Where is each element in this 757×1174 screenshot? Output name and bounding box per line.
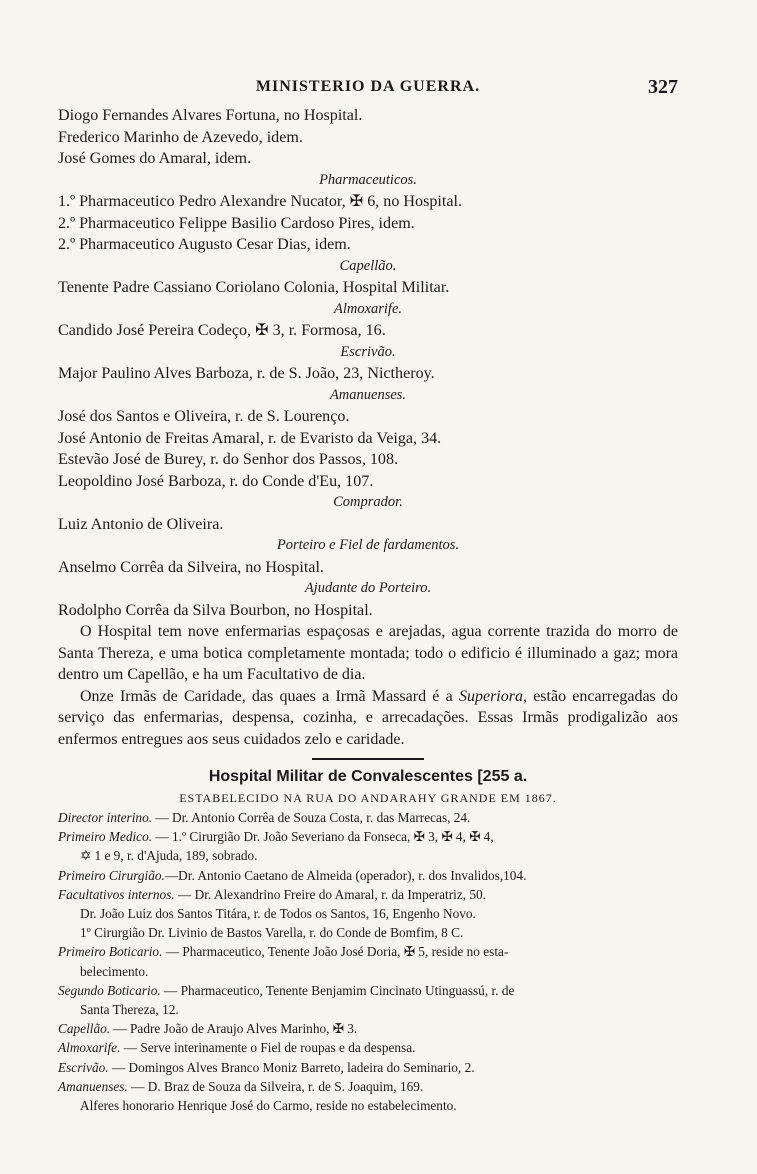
staff-entry <box>58 981 678 1000</box>
text-line: José dos Santos e Oliveira, r. de S. Lourenço. <box>58 408 350 425</box>
staff-entry <box>58 1000 678 1019</box>
section-heading-amanuenses: Amanuenses. <box>329 386 407 403</box>
paragraph-part: , estão encarregadas do serviço das enfermarias, despensa, cozinha, e arrecadações. Essas Irmãs prodigalizão aos enfermos entregues aos seus cuidados zelo e caridade. <box>58 687 679 748</box>
paragraph-irmas <box>58 686 678 751</box>
paragraph-emphasis: Superiora <box>458 687 523 705</box>
section-heading-pharmaceuticos: Pharmaceuticos. <box>319 171 417 188</box>
staff-entry-text: —Dr. Antonio Caetano de Almeida (operador), r. dos Invalidos,104. <box>164 867 527 883</box>
staff-role-label: Primeiro Cirurgião. <box>58 867 165 883</box>
text-line: Tenente Padre Cassiano Coriolano Colonia, Hospital Militar. <box>58 279 450 296</box>
text-line: José Antonio de Freitas Amaral, r. de Evaristo da Veiga, 34. <box>58 429 442 447</box>
staff-entry-text: — Pharmaceutico, Tenente João José Doria, ✠ 5, reside no esta- <box>162 944 509 960</box>
staff-entry <box>58 808 678 827</box>
staff-role-label: Director interino. <box>58 810 153 825</box>
text-line: Frederico Marinho de Azevedo, idem. <box>58 128 303 146</box>
section-heading-capellao: Capellão. <box>339 257 397 274</box>
text-line: Candido José Pereira Codeço, ✠ 3, r. Formosa, 16. <box>58 322 386 339</box>
staff-entry <box>58 1077 678 1096</box>
text-line: José Gomes do Amaral, idem. <box>58 150 252 167</box>
staff-entry <box>58 866 678 885</box>
staff-list <box>58 808 678 1115</box>
staff-role-label: Amanuenses. <box>58 1078 128 1094</box>
text-line: Anselmo Corrêa da Silveira, no Hospital. <box>58 558 324 576</box>
staff-role-label: Facultativos internos. <box>58 886 175 902</box>
paragraph-part: Onze Irmãs de Caridade, das quaes a Irmã Massard é a <box>80 687 459 705</box>
staff-entry-text: — Pharmaceutico, Tenente Benjamim Cincinato Utinguassú, r. de <box>160 982 515 998</box>
staff-role-label: Almoxarife. <box>58 1040 121 1056</box>
section-divider <box>312 758 424 760</box>
staff-entry <box>58 885 678 904</box>
text-line: Major Paulino Alves Barboza, r. de S. João, 23, Nictheroy. <box>58 365 435 382</box>
staff-entry-text: ✡ 1 e 9, r. d'Ajuda, 189, sobrado. <box>80 848 258 864</box>
section-heading-comprador: Comprador. <box>333 494 403 510</box>
staff-entry-text: — D. Braz de Souza da Silveira, r. de S. Joaquim, 169. <box>127 1078 424 1094</box>
staff-entry-text: Santa Thereza, 12. <box>80 1002 179 1018</box>
staff-entry-text: — Dr. Antonio Corrêa de Souza Costa, r. das Marrecas, 24. <box>152 810 471 825</box>
staff-entry <box>58 1058 678 1077</box>
staff-entry-text: — Dr. Alexandrino Freire do Amaral, r. da Imperatriz, 50. <box>174 886 487 902</box>
staff-entry-text: — 1.º Cirurgião Dr. João Severiano da Fonseca, ✠ 3, ✠ 4, ✠ 4, <box>152 829 494 845</box>
staff-entry-text: — Padre João de Araujo Alves Marinho, ✠ 3. <box>110 1021 358 1037</box>
staff-entry <box>58 1019 678 1038</box>
staff-entry-text: belecimento. <box>80 963 149 979</box>
section-title-convalescentes: Hospital Militar de Convalescentes [255 a. <box>208 768 528 785</box>
staff-role-label: Escrivão. <box>58 1059 109 1075</box>
page-header <box>58 78 678 102</box>
staff-entry <box>58 923 678 942</box>
staff-role-label: Primeiro Boticario. <box>58 944 163 960</box>
text-line: Leopoldino José Barboza, r. do Conde d'Eu, 107. <box>58 472 374 490</box>
section-heading-escrivao: Escrivão. <box>340 343 396 360</box>
establishment-note: ESTABELECIDO NA RUA DO ANDARAHY GRANDE EM 1867. <box>179 791 557 805</box>
paragraph-hospital: O Hospital tem nove enfermarias espaçosas e arejadas, agua corrente trazida do morro de Santa Thereza, e uma botica completamente montada; todo o edificio é illuminado a gaz; mora dentro um Capellão, e ha um Facultativo de dia. <box>58 623 678 683</box>
staff-entry-text: — Domingos Alves Branco Moniz Barreto, ladeira do Seminario, 2. <box>108 1059 475 1075</box>
text-line: 2.º Pharmaceutico Felippe Basilio Cardoso Pires, idem. <box>58 214 415 232</box>
staff-entry <box>58 827 678 846</box>
section-heading-ajudante: Ajudante do Porteiro. <box>304 580 432 596</box>
page-number: 327 <box>648 76 678 98</box>
text-line: Rodolpho Corrêa da Silva Bourbon, no Hospital. <box>58 601 373 619</box>
staff-entry <box>58 904 678 923</box>
staff-role-label: Primeiro Medico. <box>58 829 153 845</box>
staff-entry <box>58 962 678 981</box>
staff-entry <box>58 1096 678 1115</box>
staff-role-label: Capellão. <box>58 1021 111 1037</box>
staff-entry <box>58 1038 678 1057</box>
body-text <box>58 105 678 1115</box>
text-line: 1.º Pharmaceutico Pedro Alexandre Nucator, ✠ 6, no Hospital. <box>58 193 462 210</box>
text-line: Luiz Antonio de Oliveira. <box>58 515 224 533</box>
staff-entry-text: — Serve interinamente o Fiel de roupas e da despensa. <box>120 1040 416 1056</box>
staff-entry-text: Alferes honorario Henrique José do Carmo, reside no estabelecimento. <box>80 1098 457 1114</box>
text-line: 2.º Pharmaceutico Augusto Cesar Dias, idem. <box>58 236 351 253</box>
text-line: Diogo Fernandes Alvares Fortuna, no Hospital. <box>58 107 363 124</box>
staff-entry-text: 1º Cirurgião Dr. Livinio de Bastos Varella, r. do Conde de Bomfim, 8 C. <box>80 925 464 941</box>
staff-entry-text: Dr. João Luiz dos Santos Titára, r. de Todos os Santos, 16, Engenho Novo. <box>80 906 476 922</box>
staff-role-label: Segundo Boticario. <box>58 982 161 998</box>
section-heading-porteiro: Porteiro e Fiel de fardamentos. <box>276 537 460 553</box>
staff-entry <box>58 942 678 961</box>
text-line: Estevão José de Burey, r. do Senhor dos Passos, 108. <box>58 451 399 468</box>
running-title: MINISTERIO DA GUERRA. <box>255 78 481 95</box>
staff-entry <box>58 846 678 865</box>
section-heading-almoxarife: Almoxarife. <box>333 300 403 317</box>
